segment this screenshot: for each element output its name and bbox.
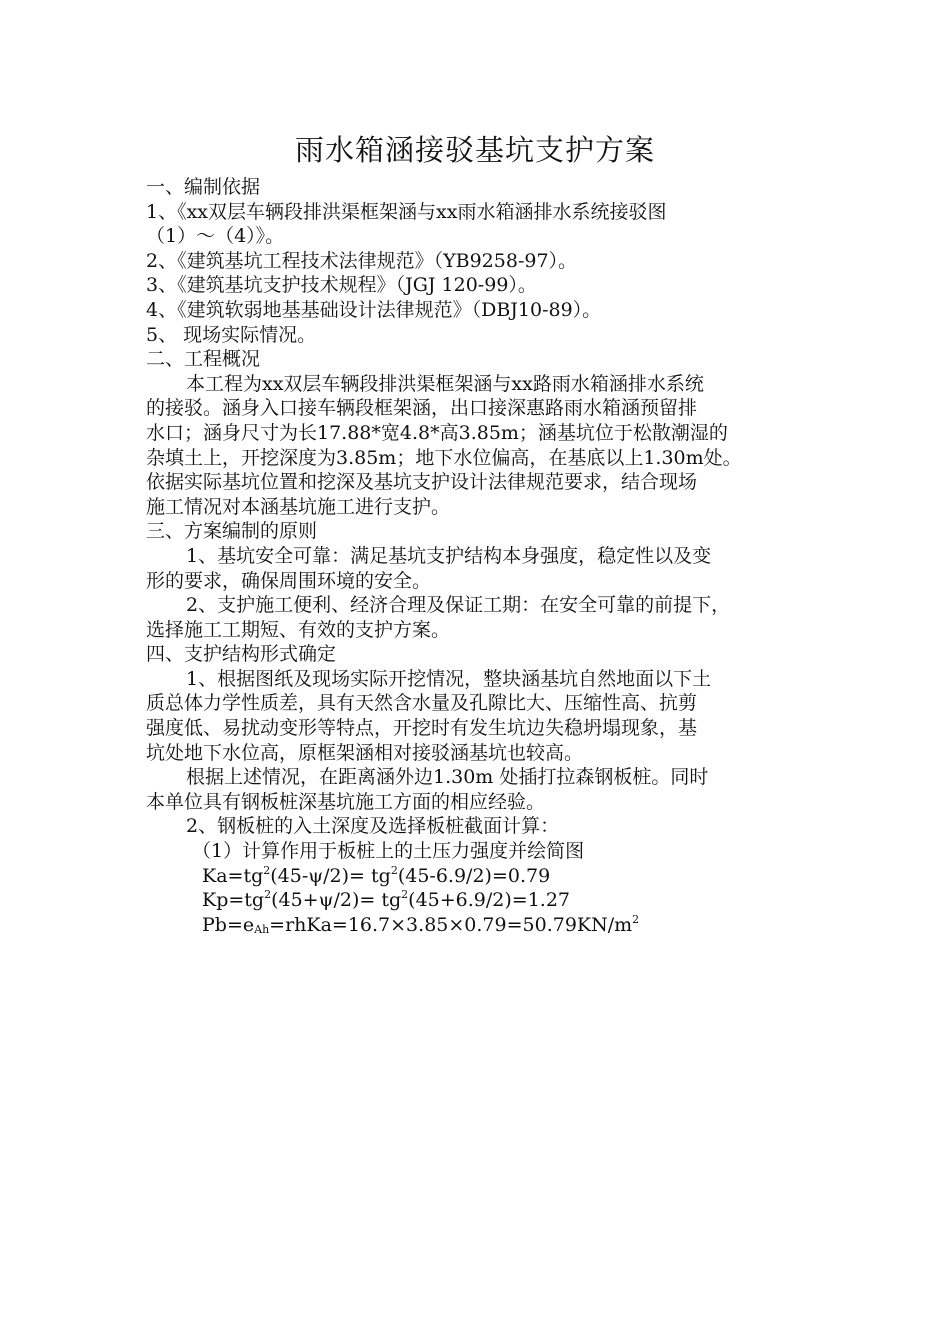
basis-item-3: 3、《建筑基坑支护技术规程》（JGJ 120-99）。 <box>146 274 537 297</box>
overview-line-3: 水口；涵身尺寸为长17.88*宽4.8*高3.85m；涵基坑位于松散潮湿的 <box>146 421 728 444</box>
formula-kp-part-c: (45+6.9/2)=1.27 <box>408 889 571 912</box>
section-heading-overview: 二、工程概况 <box>146 348 261 371</box>
overview-line-2: 的接驳。涵身入口接车辆段框架涵，出口接深惠路雨水箱涵预留排 <box>146 397 698 420</box>
formula-pb-part-b: =rhKa=16.7×3.85×0.79=50.79KN/m <box>269 913 633 936</box>
principle-1-line-1: 1、基坑安全可靠：满足基坑支护结构本身强度，稳定性以及变 <box>186 544 712 567</box>
formula-kp-sup-2: 2 <box>401 888 409 902</box>
structure-p1-line-4: 坑处地下水位高，原框架涵相对接驳涵基坑也较高。 <box>146 741 584 764</box>
basis-item-1: 1、《xx双层车辆段排洪渠框架涵与xx雨水箱涵排水系统接驳图 <box>146 200 667 223</box>
formula-pb <box>146 913 810 938</box>
document-body <box>146 175 810 937</box>
overview-line-4: 杂填土上，开挖深度为3.85m；地下水位偏高，在基底以上1.30m处。 <box>146 446 742 469</box>
structure-p1-line-1: 1、根据图纸及现场实际开挖情况，整块涵基坑自然地面以下土 <box>186 667 712 690</box>
principle-1-line-2: 形的要求，确保周围环境的安全。 <box>146 569 432 592</box>
formula-pb-sub: Ah <box>254 922 270 936</box>
formula-ka-part-a: Ka=tg <box>202 864 264 887</box>
structure-p2-line-1: 根据上述情况，在距离涵外边1.30m 处插打拉森钢板桩。同时 <box>186 766 709 789</box>
formula-ka-sup-1: 2 <box>263 863 271 877</box>
structure-p4: （1）计算作用于板桩上的土压力强度并绘简图 <box>192 840 585 863</box>
structure-p1-line-2: 质总体力学性质差，具有天然含水量及孔隙比大、压缩性高、抗剪 <box>146 692 698 715</box>
formula-kp-part-a: Kp=tg <box>202 889 265 912</box>
formula-ka <box>146 864 810 889</box>
basis-item-5: 5、 现场实际情况。 <box>146 323 317 346</box>
section-heading-structure: 四、支护结构形式确定 <box>146 643 337 666</box>
overview-line-5: 依据实际基坑位置和挖深及基坑支护设计法律规范要求，结合现场 <box>146 471 698 494</box>
document-title: 雨水箱涵接驳基坑支护方案 <box>294 133 655 167</box>
formula-ka-sup-2: 2 <box>390 863 398 877</box>
formula-kp-part-b: (45+ψ/2)= tg <box>271 889 402 912</box>
structure-p2-line-2: 本单位具有钢板桩深基坑施工方面的相应经验。 <box>146 790 546 813</box>
formula-ka-part-b: (45-ψ/2)= tg <box>270 864 391 887</box>
formula-ka-part-c: (45-6.9/2)=0.79 <box>397 864 551 887</box>
formula-kp <box>146 888 810 913</box>
formula-pb-sup: 2 <box>632 912 640 926</box>
formula-kp-sup-1: 2 <box>264 888 272 902</box>
structure-p3: 2、钢板桩的入土深度及选择板桩截面计算： <box>186 815 560 838</box>
basis-item-4: 4、《建筑软弱地基基础设计法律规范》（DBJ10-89）。 <box>146 298 602 321</box>
principle-2-line-1: 2、支护施工便利、经济合理及保证工期：在安全可靠的前提下， <box>186 594 731 617</box>
formula-pb-part-a: Pb=e <box>202 913 255 936</box>
basis-item-1-cont: （1）～（4）》。 <box>146 225 285 248</box>
structure-p1-line-3: 强度低、易扰动变形等特点，开挖时有发生坑边失稳坍塌现象，基 <box>146 717 698 740</box>
section-heading-basis: 一、编制依据 <box>146 176 261 198</box>
section-heading-principles: 三、方案编制的原则 <box>146 520 318 543</box>
overview-line-1: 本工程为xx双层车辆段排洪渠框架涵与xx路雨水箱涵排水系统 <box>186 372 704 395</box>
principle-2-line-2: 选择施工工期短、有效的支护方案。 <box>146 618 451 641</box>
overview-line-6: 施工情况对本涵基坑施工进行支护。 <box>146 495 451 518</box>
basis-item-2: 2、《建筑基坑工程技术法律规范》（YB9258-97）。 <box>146 249 578 272</box>
